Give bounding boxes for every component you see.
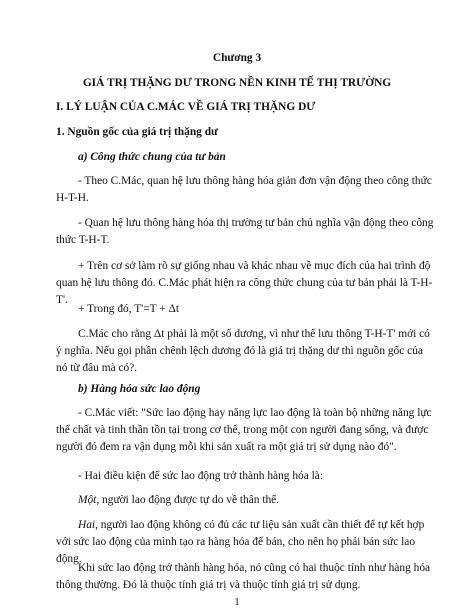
paragraph-text: , người lao động không có đủ các tư liệu sản xuất cần thiết để tự kết hợp với sức lao động của mình tạo ra hàng hóa để bán, cho nên họ phải bán sức lao động. bbox=[56, 519, 425, 565]
paragraph-text: , người lao động được tự do về thân thể. bbox=[96, 494, 280, 506]
chapter-label: Chương 3 bbox=[212, 52, 262, 64]
emphasis: Một bbox=[78, 494, 97, 506]
paragraph: + Trong đó, T'=T + Δt bbox=[78, 303, 180, 315]
paragraph: - Theo C.Mác, quan hệ lưu thông hàng hóa giản đơn vận động theo công thức H-T-H. bbox=[56, 175, 432, 204]
subheading-b: b) Hàng hóa sức lao động bbox=[78, 383, 201, 395]
paragraph bbox=[56, 492, 436, 509]
subheading-a: a) Công thức chung của tư bản bbox=[78, 151, 226, 163]
paragraph: Khi sức lao động trở thành hàng hóa, nó cũng có hai thuộc tính như hàng hóa thông thường. Đó là thuộc tính giá trị và thuộc tính giá trị sử dụng. bbox=[56, 562, 431, 591]
paragraph: + Trên cơ sở làm rõ sự giống nhau và khác nhau về mục đích của hai trình độ quan hệ lưu thông đó. C.Mác phát hiện ra công thức chung của tư bản phải là T-H-T'. bbox=[56, 260, 433, 306]
chapter-title: GIÁ TRỊ THẶNG DƯ TRONG NỀN KINH TẾ THỊ TRƯỜNG bbox=[82, 77, 392, 89]
paragraph: C.Mác cho rằng Δt phải là một số dương, vì như thế lưu thông T-H-T' mới có ý nghĩa. Nếu gọi phần chênh lệch dương đó là giá trị thặng dư thì nguồn gốc của nó từ đâu mà có?. bbox=[56, 328, 430, 374]
paragraph: - Hai điều kiện để sức lao động trở thành hàng hóa là: bbox=[78, 470, 324, 482]
paragraph: - C.Mác viết: "Sức lao động hay năng lực lao động là toàn bộ những năng lực thể chất và tinh thần tồn tại trong cơ thể, trong một con người đang sống, và được người đó đem ra vận dụng mỗi khi sản xuất ra một giá trị sử dụng nào đó". bbox=[56, 407, 432, 453]
page-number: 1 bbox=[234, 596, 240, 608]
section-heading: I. LÝ LUẬN CỦA C.MÁC VỀ GIÁ TRỊ THẶNG DƯ bbox=[56, 101, 316, 113]
subsection-heading: 1. Nguồn gốc của giá trị thặng dư bbox=[56, 126, 218, 138]
emphasis: Hai bbox=[78, 519, 96, 531]
paragraph: - Quan hệ lưu thông hàng hóa thị trường tư bản chủ nghĩa vận động theo công thức T-H-T. bbox=[56, 217, 434, 246]
